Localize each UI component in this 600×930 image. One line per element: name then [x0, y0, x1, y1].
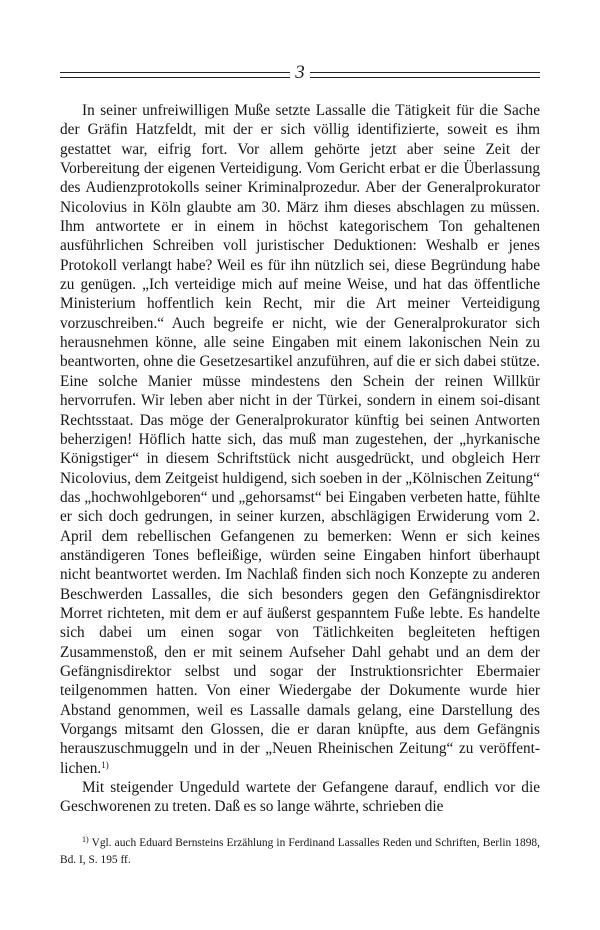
footnotes	[60, 835, 540, 869]
paragraph-text: In seiner unfreiwilligen Muße setzte Lassalle die Tätigkeit für die Sache der Gräfin Hatzfeldt, mit der er sich völlig identifizierte, soweit es ihm gestattet war, eifrig fort. Vor allem gehörte jetzt aber seine Zeit der Vorbereitung der eigenen Verteidigung. Vom Gericht erbat er die Überlassung des Audienzprotokolls seiner Kriminalprozedur. Aber der Generalprokurator Nicolovius in Köln glaubte am 30. März ihm dieses abschlagen zu müssen. Ihm antwortete er in einem in höchst kategorischem Ton gehaltenen ausführlichen Schreiben voll juristischer Deduktionen: Weshalb er jenes Protokoll verlangt habe? Weil es für ihn nützlich sei, diese Begründung habe zu genügen. „Ich verteidige mich auf meine Weise, und hat das öffentliche Ministerium hoffentlich kein Recht, mir die Art meiner Verteidigung vorzuschreiben.“ Auch begreife er nicht, wie der Generalprokurator sich herausnehmen könne, alle seine Eingaben mit einem lakonischen Nein zu beantworten, ohne die Gesetzesartikel anzuführen, auf die er sich dabei stütze. Eine solche Manier müsse mindestens den Schein der reinen Willkür hervorrufen. Wir leben aber nicht in der Türkei, sondern in einem soi-disant Rechtsstaat. Das möge der Generalprokurator künftig bei seinen Antworten beherzigen! Höflich hatte sich, das muß man zugestehen, der „hyrkanische Königstiger“ in diesem Schriftstück nicht ausgedrückt, und obgleich Herr Nicolovius, dem Zeitgeist huldigend, sich soeben in der „Kölnischen Zeitung“ das „hochwohlgeboren“ und „gehorsamst“ bei Eingaben verbeten hatte, fühlte er sich doch gedrungen, in seiner kurzen, abschlägigen Erwiderung vom 2. April dem rebellischen Gefangenen zu bemerken: Wenn er sich keines anständigeren Tones befleißige, würden seine Eingaben hinfort überhaupt nicht beantwortet werden. Im Nachlaß finden sich noch Konzepte zu anderen Beschwerden Lassalles, die sich besonders gegen den Gefängnisdirektor Morret richteten, mit dem er auf äußerst gespanntem Fuße lebte. Es handelte sich dabei um einen sogar von Tätlichkeiten begleiteten heftigen Zusammenstoß, den er mit seinem Aufseher Dahl gehabt und an dem der Gefängnisdirektor selbst und sogar der Instruktionsrichter Ebermaier teilgenommen hatten. Von einer Wiedergabe der Dokumente wurde hier Abstand genommen, weil es Lassalle damals gelang, eine Darstellung des Vorgangs mitsamt den Glossen, die er daran knüpfte, aus dem Gefängnis herauszuschmuggeln und in der „Neuen Rheinischen Zeitung“ zu veröffentlichen.	[60, 102, 540, 777]
page-header	[60, 62, 540, 84]
footnote-text: Vgl. auch Eduard Bernsteins Erzählung in Ferdinand Lassalles Reden und Schriften, Berlin 1898, Bd. I, S. 195 ff.	[60, 837, 540, 866]
paragraph-text: Mit steigender Ungeduld wartete der Gefangene darauf, endlich vor die Geschworenen zu treten. Daß es so lange währte, schrieben die	[60, 779, 540, 816]
footnote-marker: 1)	[82, 835, 89, 844]
paragraph	[60, 778, 540, 817]
body-text	[60, 101, 540, 817]
header-rule-left	[60, 72, 290, 78]
header-rule-right	[310, 72, 540, 78]
paragraph	[60, 101, 540, 778]
footnote	[60, 835, 540, 869]
page-number: 3	[295, 62, 305, 83]
footnote-reference[interactable]: 1)	[101, 759, 109, 770]
